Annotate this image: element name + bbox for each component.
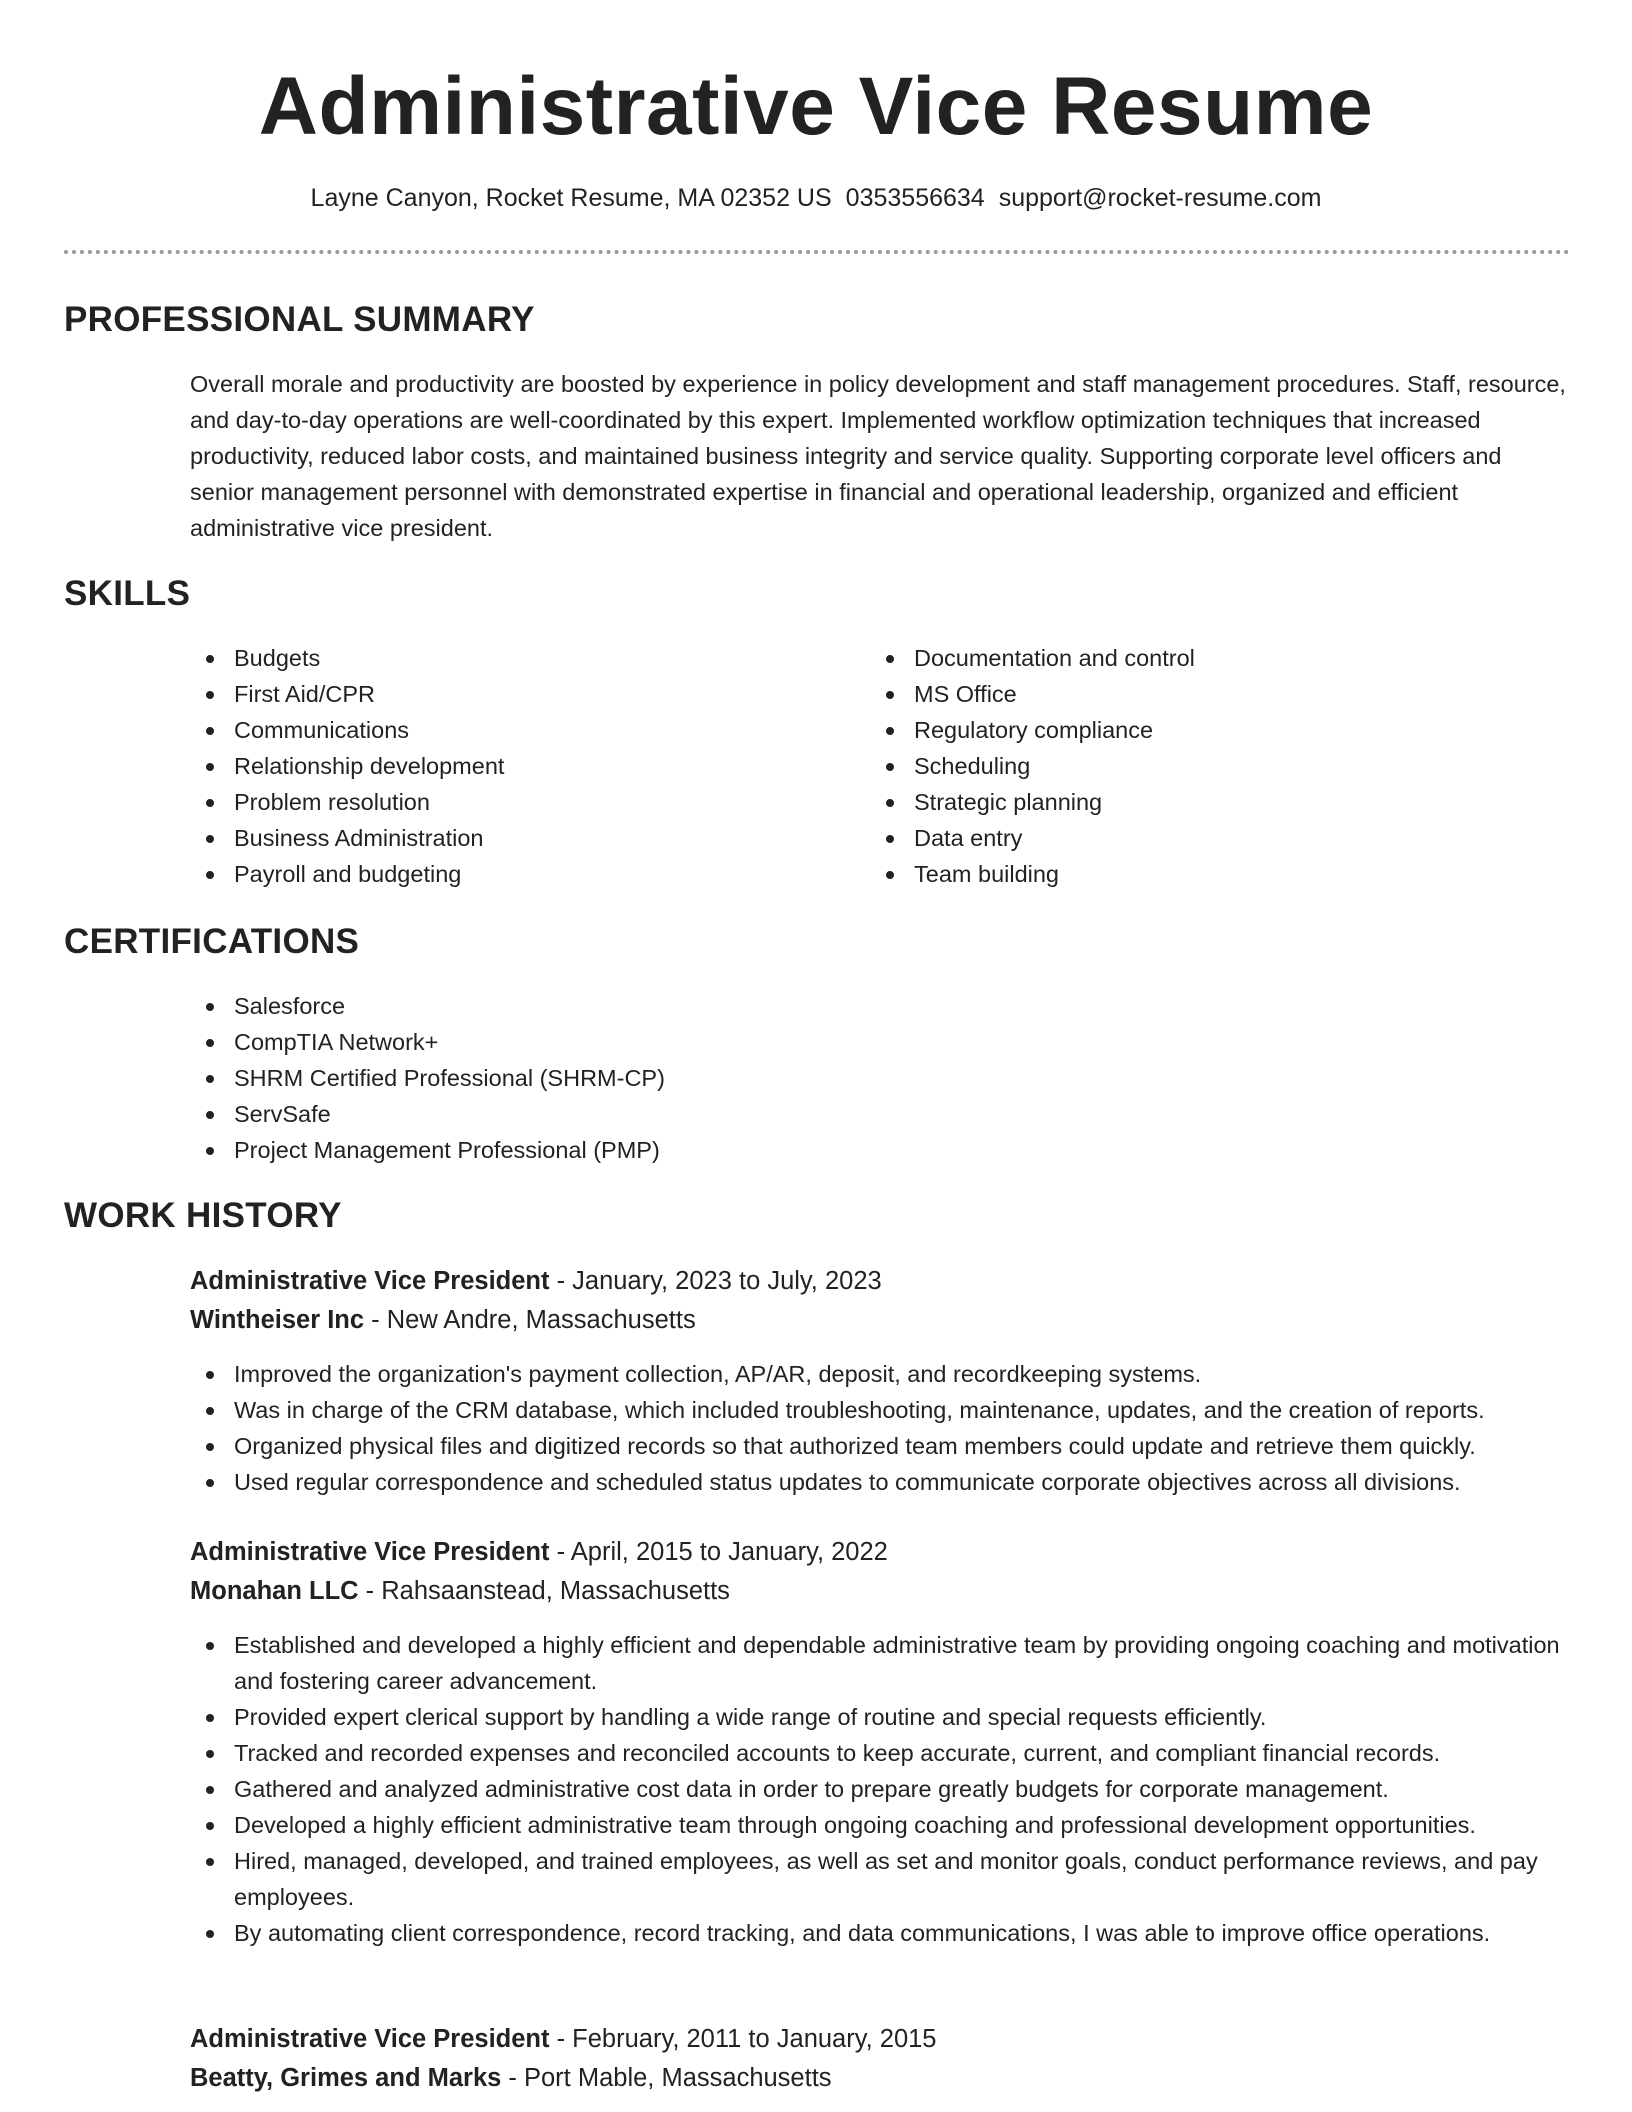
skill-item: Regulatory compliance bbox=[870, 712, 1510, 748]
job-company: Monahan LLC bbox=[190, 1577, 359, 1605]
job-title-line bbox=[190, 1262, 882, 1300]
skill-item: MS Office bbox=[870, 676, 1510, 712]
job-dates: - February, 2011 to January, 2015 bbox=[549, 2025, 937, 2053]
job-bullet: Established and developed a highly efficient and dependable administrative team by providing ongoing coaching and motivation and fostering career advancement. bbox=[190, 1627, 1580, 1699]
job-title: Administrative Vice President bbox=[190, 1538, 550, 1566]
skill-item: Communications bbox=[190, 712, 830, 748]
job-bullet: Improved the organization's payment collection, AP/AR, deposit, and recordkeeping systems. bbox=[190, 1356, 1580, 1392]
certifications-heading: CERTIFICATIONS bbox=[64, 922, 360, 961]
job-bullet: Tracked and recorded expenses and reconciled accounts to keep accurate, current, and compliant financial records. bbox=[190, 1735, 1580, 1771]
skills-list-left bbox=[190, 640, 830, 892]
skill-item: Payroll and budgeting bbox=[190, 856, 830, 892]
skill-item: Data entry bbox=[870, 820, 1510, 856]
certification-item: SHRM Certified Professional (SHRM-CP) bbox=[190, 1060, 1090, 1096]
job-title-line bbox=[190, 1533, 888, 1571]
contact-email[interactable]: support@rocket-resume.com bbox=[998, 184, 1322, 212]
job-location: - Port Mable, Massachusetts bbox=[501, 2064, 832, 2092]
skill-item: Strategic planning bbox=[870, 784, 1510, 820]
job-bullets bbox=[190, 1356, 1580, 1500]
job-bullet: Gathered and analyzed administrative cost data in order to prepare greatly budgets for corporate management. bbox=[190, 1771, 1580, 1807]
certifications-list bbox=[190, 988, 1090, 1168]
work-history-heading: WORK HISTORY bbox=[64, 1196, 342, 1235]
job-bullet: Was in charge of the CRM database, which included troubleshooting, maintenance, updates, and the creation of reports. bbox=[190, 1392, 1580, 1428]
skill-item: Documentation and control bbox=[870, 640, 1510, 676]
skill-item: Team building bbox=[870, 856, 1510, 892]
skills-list-right bbox=[870, 640, 1510, 892]
job-title: Administrative Vice President bbox=[190, 1267, 550, 1295]
job-company: Beatty, Grimes and Marks bbox=[190, 2064, 502, 2092]
resume-name: Administrative Vice Resume bbox=[258, 61, 1374, 152]
job-company-line bbox=[190, 2059, 832, 2097]
skill-item: Budgets bbox=[190, 640, 830, 676]
job-bullet: Organized physical files and digitized records so that authorized team members could update and retrieve them quickly. bbox=[190, 1428, 1580, 1464]
job-company-line bbox=[190, 1572, 730, 1610]
certification-item: ServSafe bbox=[190, 1096, 1090, 1132]
certifications-block bbox=[190, 988, 1090, 1168]
certification-item: Project Management Professional (PMP) bbox=[190, 1132, 1090, 1168]
skill-item: Relationship development bbox=[190, 748, 830, 784]
skills-heading: SKILLS bbox=[64, 574, 191, 613]
skill-item: First Aid/CPR bbox=[190, 676, 830, 712]
skills-column-right bbox=[870, 640, 1510, 892]
job-bullet: Hired, managed, developed, and trained employees, as well as set and monitor goals, conduct performance reviews, and pay employees. bbox=[190, 1843, 1580, 1915]
header-divider bbox=[64, 250, 1570, 254]
job-location: - Rahsaanstead, Massachusetts bbox=[358, 1577, 730, 1605]
certification-item: Salesforce bbox=[190, 988, 1090, 1024]
skills-column-left bbox=[190, 640, 830, 892]
job-bullet-list bbox=[190, 1627, 1580, 1951]
job-title-line bbox=[190, 2020, 937, 2058]
job-bullet: Provided expert clerical support by handling a wide range of routine and special requests efficiently. bbox=[190, 1699, 1580, 1735]
skill-item: Problem resolution bbox=[190, 784, 830, 820]
certification-item: CompTIA Network+ bbox=[190, 1024, 1090, 1060]
skill-item: Business Administration bbox=[190, 820, 830, 856]
skill-item: Scheduling bbox=[870, 748, 1510, 784]
job-company: Wintheiser Inc bbox=[190, 1306, 365, 1334]
job-bullet: Developed a highly efficient administrative team through ongoing coaching and professional development opportunities. bbox=[190, 1807, 1580, 1843]
job-bullets bbox=[190, 1627, 1580, 1951]
contact-line bbox=[0, 180, 1632, 216]
job-dates: - April, 2015 to January, 2022 bbox=[549, 1538, 888, 1566]
job-bullet: By automating client correspondence, record tracking, and data communications, I was able to improve office operations. bbox=[190, 1915, 1580, 1951]
summary-heading: PROFESSIONAL SUMMARY bbox=[64, 300, 535, 339]
contact-phone: 0353556634 bbox=[845, 184, 985, 212]
summary-text: Overall morale and productivity are boosted by experience in policy development and staff management procedures. Staff, resource, and day-to-day operations are well-coordinated by this expert. Implemented workflow optimization techniques that increased productivity, reduced labor costs, and maintained business integrity and service quality. Supporting corporate level officers and senior management personnel with demonstrated expertise in financial and operational leadership, organized and efficient administrative vice president. bbox=[190, 371, 1566, 541]
job-title: Administrative Vice President bbox=[190, 2025, 550, 2053]
job-bullet: Used regular correspondence and scheduled status updates to communicate corporate objectives across all divisions. bbox=[190, 1464, 1580, 1500]
job-bullet-list bbox=[190, 1356, 1580, 1500]
job-dates: - January, 2023 to July, 2023 bbox=[549, 1267, 882, 1295]
contact-address: Layne Canyon, Rocket Resume, MA 02352 US bbox=[310, 184, 832, 212]
job-company-line bbox=[190, 1301, 696, 1339]
job-location: - New Andre, Massachusetts bbox=[364, 1306, 696, 1334]
